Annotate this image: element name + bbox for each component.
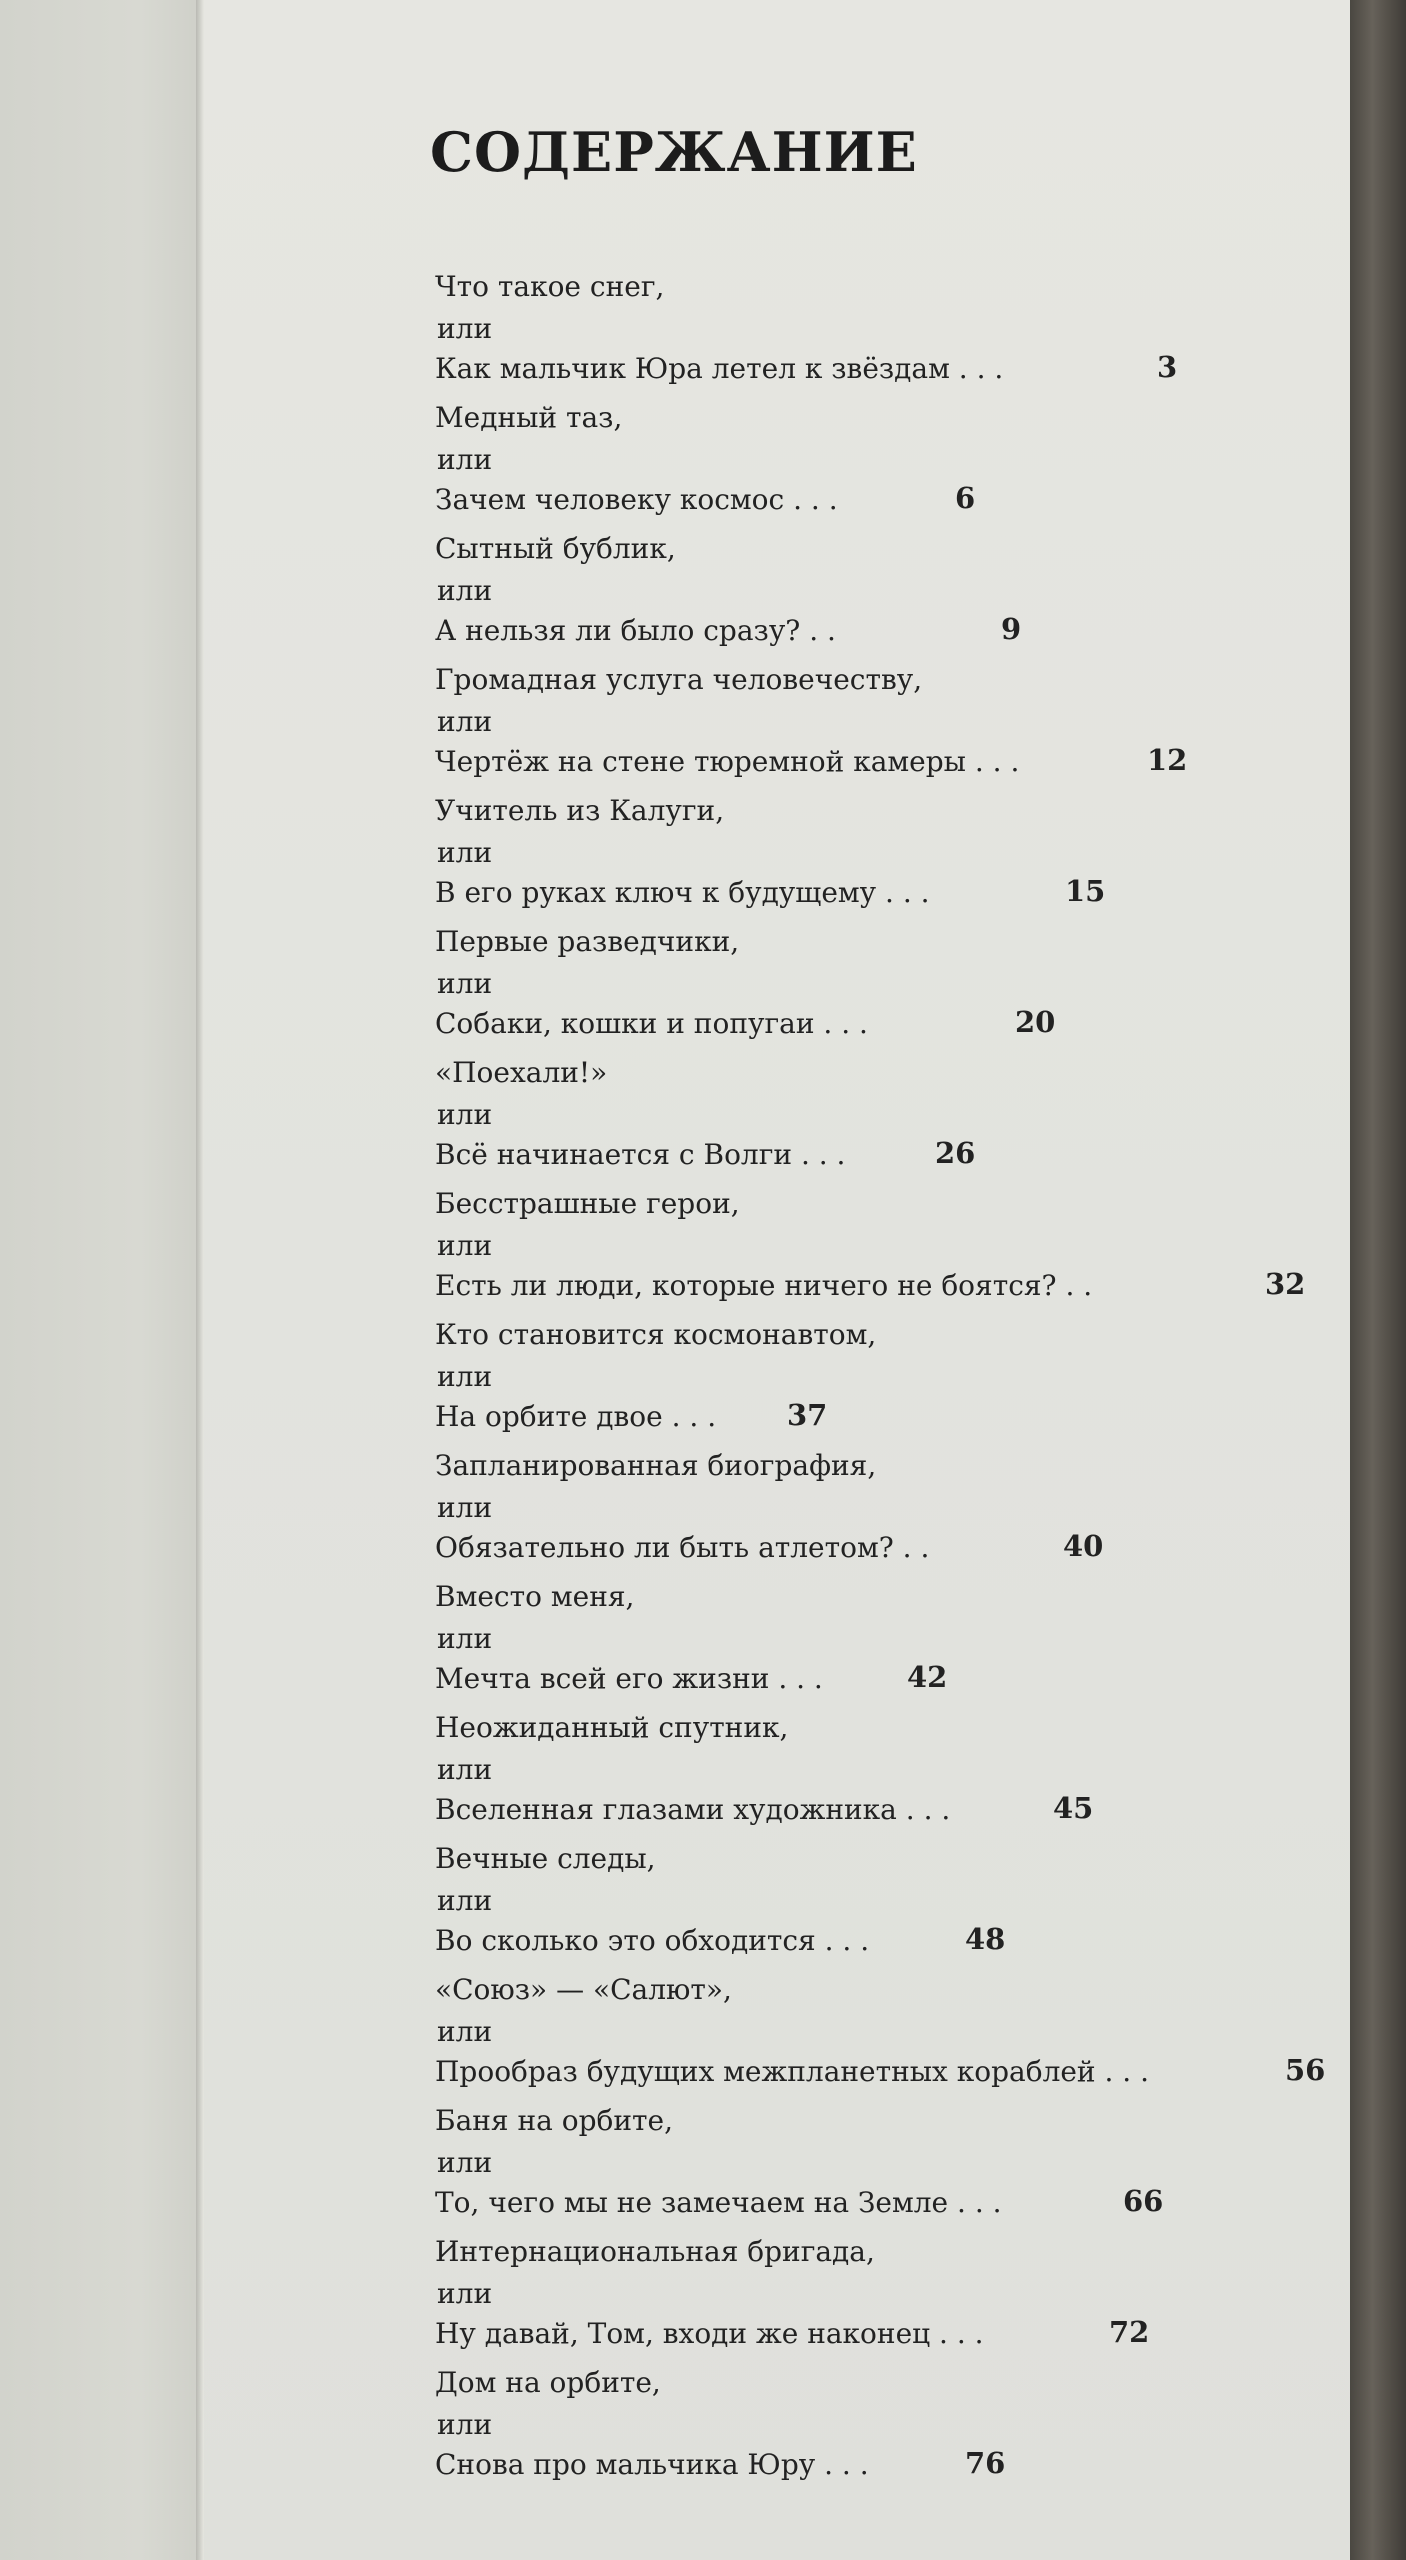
book-gutter — [196, 0, 204, 2560]
chapter-title: Громадная услуга человечеству, — [435, 663, 923, 696]
chapter-subtitle: Зачем человеку космос . . . — [435, 483, 838, 516]
toc-entry — [435, 1580, 1335, 1711]
chapter-connector: или — [437, 2015, 493, 2048]
chapter-subtitle: Обязательно ли быть атлетом? . . — [435, 1531, 930, 1564]
chapter-subtitle: Чертёж на стене тюремной камеры . . . — [435, 745, 1020, 778]
toc-entry — [435, 925, 1335, 1056]
chapter-subtitle: Собаки, кошки и попугаи . . . — [435, 1007, 868, 1040]
chapter-title: Кто становится космонавтом, — [435, 1318, 877, 1351]
page-number: 76 — [965, 2446, 1006, 2480]
toc-entry — [435, 794, 1335, 925]
page-number: 48 — [965, 1922, 1006, 1956]
chapter-title: Запланированная биография, — [435, 1449, 877, 1482]
page-title: СОДЕРЖАНИЕ — [430, 120, 918, 184]
chapter-subtitle: На орбите двое . . . — [435, 1400, 717, 1433]
toc-entry — [435, 663, 1335, 794]
page-number: 56 — [1285, 2053, 1326, 2087]
chapter-title: Бесстрашные герои, — [435, 1187, 740, 1220]
chapter-title: Первые разведчики, — [435, 925, 740, 958]
chapter-title: «Союз» — «Салют», — [435, 1973, 732, 2006]
chapter-title: Учитель из Калуги, — [435, 794, 725, 827]
toc-entry — [435, 2366, 1335, 2497]
chapter-subtitle: Во сколько это обходится . . . — [435, 1924, 870, 1957]
chapter-connector: или — [437, 967, 493, 1000]
chapter-connector: или — [437, 574, 493, 607]
toc-entry — [435, 401, 1335, 532]
chapter-connector: или — [437, 1098, 493, 1131]
chapter-connector: или — [437, 312, 493, 345]
chapter-connector: или — [437, 1622, 493, 1655]
chapter-subtitle: То, чего мы не замечаем на Земле . . . — [435, 2186, 1002, 2219]
chapter-subtitle: Мечта всей его жизни . . . — [435, 1662, 823, 1695]
chapter-title: Вечные следы, — [435, 1842, 656, 1875]
page-number: 72 — [1109, 2315, 1150, 2349]
table-of-contents — [435, 270, 1335, 2497]
chapter-title: Медный таз, — [435, 401, 623, 434]
chapter-title: Интернациональная бригада, — [435, 2235, 875, 2268]
chapter-connector: или — [437, 1753, 493, 1786]
page-number: 45 — [1053, 1791, 1094, 1825]
toc-entry — [435, 1318, 1335, 1449]
chapter-title: Дом на орбите, — [435, 2366, 661, 2399]
chapter-connector: или — [437, 2408, 493, 2441]
page-number: 3 — [1157, 350, 1178, 384]
chapter-connector: или — [437, 2146, 493, 2179]
chapter-connector: или — [437, 705, 493, 738]
toc-entry — [435, 2235, 1335, 2366]
chapter-title: Неожиданный спутник, — [435, 1711, 789, 1744]
chapter-connector: или — [437, 1229, 493, 1262]
chapter-title: «Поехали!» — [435, 1056, 608, 1089]
chapter-title: Что такое снег, — [435, 270, 665, 303]
chapter-subtitle: Всё начинается с Волги . . . — [435, 1138, 846, 1171]
page-number: 66 — [1123, 2184, 1164, 2218]
left-page — [0, 0, 200, 2560]
chapter-subtitle: Прообраз будущих межпланетных кораблей . . . — [435, 2055, 1149, 2088]
chapter-title: Вместо меня, — [435, 1580, 635, 1613]
chapter-connector: или — [437, 443, 493, 476]
page-number: 26 — [935, 1136, 976, 1170]
chapter-connector: или — [437, 1491, 493, 1524]
page-number: 12 — [1147, 743, 1188, 777]
toc-entry — [435, 1187, 1335, 1318]
page-edge — [1350, 0, 1406, 2560]
chapter-subtitle: Есть ли люди, которые ничего не боятся? . . — [435, 1269, 1093, 1302]
page-number: 6 — [955, 481, 976, 515]
chapter-subtitle: Снова про мальчика Юру . . . — [435, 2448, 869, 2481]
toc-entry — [435, 1973, 1335, 2104]
page-number: 20 — [1015, 1005, 1056, 1039]
page-number: 37 — [787, 1398, 828, 1432]
page-number: 40 — [1063, 1529, 1104, 1563]
chapter-title: Сытный бублик, — [435, 532, 676, 565]
chapter-connector: или — [437, 1884, 493, 1917]
toc-entry — [435, 1711, 1335, 1842]
toc-entry — [435, 532, 1335, 663]
page-number: 42 — [907, 1660, 948, 1694]
chapter-subtitle: Вселенная глазами художника . . . — [435, 1793, 951, 1826]
chapter-subtitle: Ну давай, Том, входи же наконец . . . — [435, 2317, 984, 2350]
chapter-title: Баня на орбите, — [435, 2104, 674, 2137]
chapter-subtitle: А нельзя ли было сразу? . . — [435, 614, 836, 647]
toc-entry — [435, 270, 1335, 401]
page-number: 15 — [1065, 874, 1106, 908]
page-number: 9 — [1001, 612, 1022, 646]
chapter-subtitle: В его руках ключ к будущему . . . — [435, 876, 930, 909]
toc-entry — [435, 1056, 1335, 1187]
chapter-connector: или — [437, 1360, 493, 1393]
chapter-connector: или — [437, 2277, 493, 2310]
toc-entry — [435, 1449, 1335, 1580]
page-number: 32 — [1265, 1267, 1306, 1301]
toc-entry — [435, 2104, 1335, 2235]
toc-entry — [435, 1842, 1335, 1973]
chapter-connector: или — [437, 836, 493, 869]
chapter-subtitle: Как мальчик Юра летел к звёздам . . . — [435, 352, 1004, 385]
